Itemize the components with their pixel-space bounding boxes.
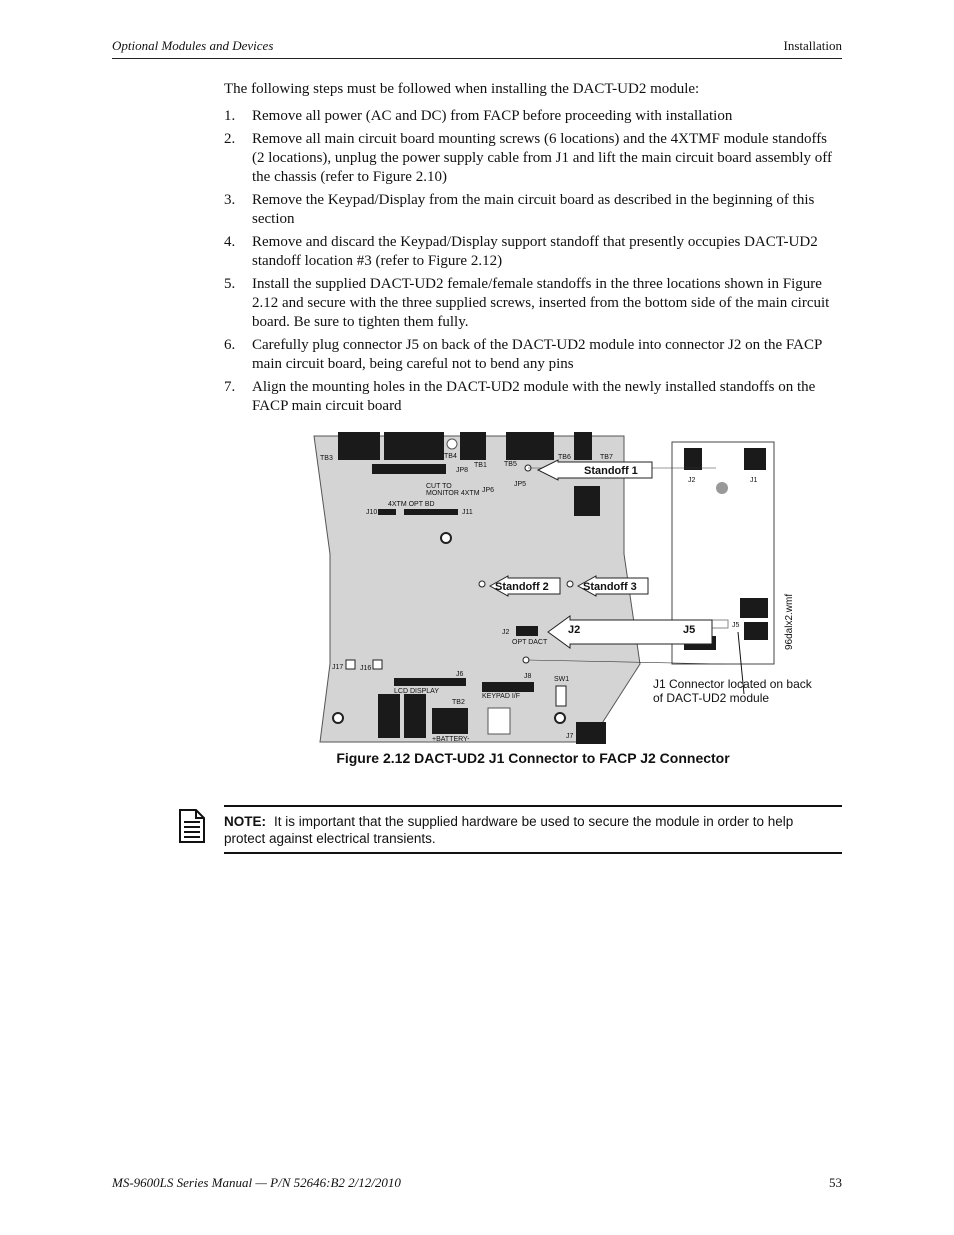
step-text: Remove the Keypad/Display from the main circuit board as described in the beginning of this section	[252, 192, 815, 227]
step-item	[224, 107, 842, 126]
module-chip-2	[744, 622, 768, 640]
label-tb6: TB6	[558, 454, 571, 461]
note-block	[224, 813, 834, 847]
step-number: 6.	[224, 337, 236, 353]
installation-steps	[224, 107, 842, 420]
terminal-block-5	[574, 432, 592, 460]
j5-callout: J5	[683, 624, 696, 636]
jumper-j17	[346, 660, 355, 669]
step-item	[224, 191, 842, 229]
step-number: 2.	[224, 131, 236, 147]
header-j6	[394, 678, 466, 686]
mounting-screw	[555, 713, 565, 723]
module-connector-j1	[744, 448, 766, 470]
label-tb3: TB3	[320, 455, 333, 462]
label-j6: J6	[456, 671, 464, 678]
running-header-section: Optional Modules and Devices	[112, 38, 274, 53]
step-text: Install the supplied DACT-UD2 female/female standoffs in the three locations shown in Figure 2.12 and secure with the three supplied screws, inserted from the bottom side of the main circuit board. Be sure to tighten them fully.	[252, 276, 830, 330]
header-rule	[112, 58, 842, 59]
module-hole	[716, 482, 728, 494]
label-sw1: SW1	[554, 676, 570, 683]
step-text: Remove and discard the Keypad/Display support standoff that presently occupies DACT-UD2 standoff location #3 (refer to Figure 2.12)	[252, 234, 818, 269]
board-hole-top	[447, 439, 457, 449]
step-item	[224, 275, 842, 332]
intro-paragraph: The following steps must be followed when installing the DACT-UD2 module:	[224, 81, 700, 97]
label-monitor-4xtm: MONITOR 4XTM	[426, 490, 480, 497]
connector-j7	[576, 722, 606, 744]
label-tb5: TB5	[504, 461, 517, 468]
label-j17: J17	[332, 664, 344, 671]
header-j10	[378, 509, 396, 515]
connector-j2	[516, 626, 538, 636]
step-number: 4.	[224, 234, 236, 250]
label-tb7: TB7	[600, 454, 613, 461]
dip-switch-sw1	[556, 686, 566, 706]
header-j11	[404, 509, 458, 515]
header-j8	[482, 682, 534, 692]
step-number: 1.	[224, 108, 236, 124]
standoff-1-callout: Standoff 1	[584, 465, 638, 477]
label-4xtm-opt-bd: 4XTM OPT BD	[388, 501, 435, 508]
note-document-icon	[178, 808, 206, 844]
step-item	[224, 336, 842, 374]
label-keypad-if: KEYPAD I/F	[482, 693, 520, 700]
label-j11: J11	[462, 509, 473, 516]
standoff-2-callout: Standoff 2	[495, 581, 549, 593]
step-number: 5.	[224, 276, 236, 292]
jumper-j16	[373, 660, 382, 669]
label-tb2: TB2	[452, 699, 465, 706]
label-j7: J7	[566, 733, 574, 740]
figure-file-reference: 96dalx2.wmf	[784, 593, 795, 650]
label-jp8: JP8	[456, 467, 469, 474]
standoff-3-callout: Standoff 3	[583, 581, 637, 593]
mounting-screw	[441, 533, 451, 543]
figure-caption: Figure 2.12 DACT-UD2 J1 Connector to FACP J2 Connector	[336, 750, 730, 766]
label-jp6: JP6	[482, 487, 495, 494]
note-text: It is important that the supplied hardware be used to secure the module in order to help protect against electrical transients.	[224, 814, 794, 846]
step-number: 7.	[224, 379, 236, 395]
running-header-chapter: Installation	[783, 38, 842, 53]
module-connector-j2	[684, 448, 702, 470]
label-j2: J2	[502, 629, 510, 636]
note-rule-bottom	[224, 852, 842, 854]
note-rule-top	[224, 805, 842, 807]
label-tb1: TB1	[474, 462, 487, 469]
terminal-block-4	[506, 432, 554, 460]
footer-manual: MS-9600LS Series Manual — P/N 52646:B2 2/12/2010	[112, 1175, 401, 1190]
chip-component	[574, 486, 600, 516]
j1-connector-note: J1 Connector located on back of DACT-UD2 module	[653, 677, 812, 705]
standoff-hole-2	[479, 581, 485, 587]
module-chip-1	[740, 598, 768, 618]
step-item	[224, 233, 842, 271]
lcd-display-connector-left	[378, 694, 400, 738]
terminal-block-2	[384, 432, 444, 460]
step-text: Remove all main circuit board mounting screws (6 locations) and the 4XTMF module standoffs (2 locations), unplug the power supply cable from J1 and lift the main circuit board assembly off the chassis (refer to Figure 2.10)	[252, 131, 832, 185]
note-label: NOTE:	[224, 814, 266, 829]
label-module-j5: J5	[732, 622, 740, 629]
terminal-block-1	[338, 432, 380, 460]
step-text: Align the mounting holes in the DACT-UD2 module with the newly installed standoffs on the FACP main circuit board	[252, 379, 816, 414]
label-tb4: TB4	[444, 453, 457, 460]
step-text: Remove all power (AC and DC) from FACP before proceeding with installation	[252, 108, 733, 124]
lcd-display-connector-right	[404, 694, 426, 738]
connector-jp8	[372, 464, 446, 474]
step-number: 3.	[224, 192, 236, 208]
label-j16: J16	[360, 665, 372, 672]
battery-terminal	[432, 708, 468, 734]
terminal-block-3	[460, 432, 486, 460]
label-module-j1: J1	[750, 477, 758, 484]
label-module-j2: J2	[688, 477, 696, 484]
j2-callout: J2	[568, 624, 581, 636]
label-cut-to: CUT TO	[426, 483, 452, 490]
label-opt-dact: OPT DACT	[512, 639, 548, 646]
step-text: Carefully plug connector J5 on back of the DACT-UD2 module into connector J2 on the FACP main circuit board, being careful not to bend any pins	[252, 337, 822, 372]
step-item	[224, 130, 842, 187]
label-jp5: JP5	[514, 481, 527, 488]
component-box	[488, 708, 510, 734]
standoff-hole-3	[567, 581, 573, 587]
mounting-screw	[333, 713, 343, 723]
label-battery: +BATTERY-	[432, 736, 470, 743]
step-item	[224, 378, 842, 416]
label-j8: J8	[524, 673, 532, 680]
label-lcd-display: LCD DISPLAY	[394, 688, 439, 695]
footer-page-number: 53	[829, 1175, 842, 1190]
label-j10: J10	[366, 509, 378, 516]
